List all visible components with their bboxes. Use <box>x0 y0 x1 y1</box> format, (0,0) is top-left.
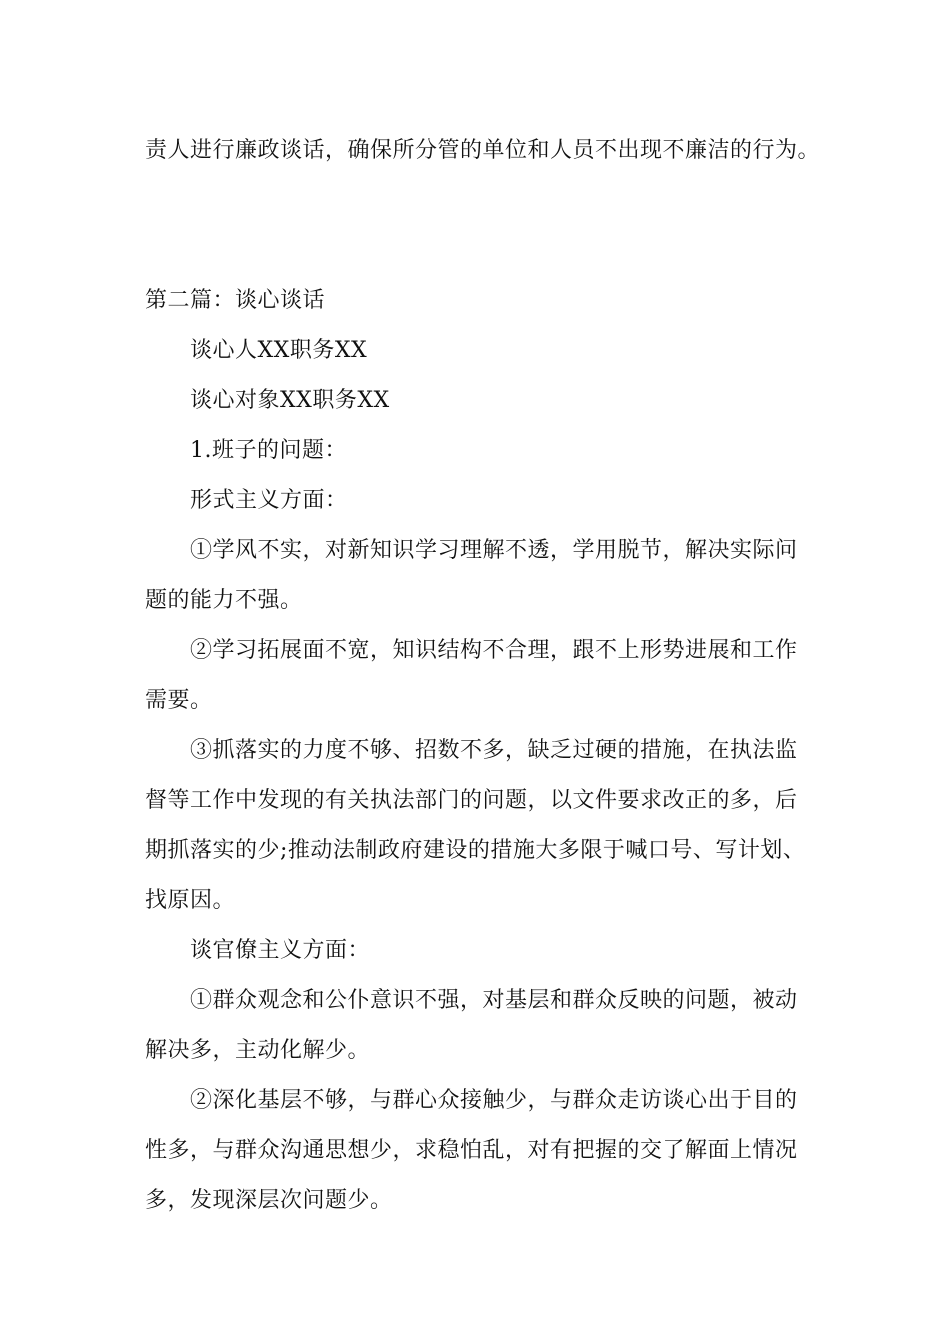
text-line: ①群众观念和公仆意识不强，对基层和群众反映的问题，被动 <box>190 988 798 1013</box>
text-line: 性多，与群众沟通思想少，求稳怕乱，对有把握的交了解面上情况 <box>145 1138 798 1163</box>
text-line: 期抓落实的少;推动法制政府建设的措施大多限于喊口号、写计划、 <box>145 838 806 863</box>
text-line: 找原因。 <box>145 888 236 913</box>
text-line: 多，发现深层次问题少。 <box>145 1188 393 1213</box>
text-line: 督等工作中发现的有关执法部门的问题，以文件要求改正的多，后 <box>145 788 798 813</box>
text-line: 谈官僚主义方面： <box>190 938 371 963</box>
text-line: 需要。 <box>145 688 213 713</box>
text-line: 谈心人XX职务XX <box>190 338 368 363</box>
text-line: 谈心对象XX职务XX <box>190 388 390 413</box>
text-line: ①学风不实，对新知识学习理解不透，学用脱节，解决实际问 <box>190 538 798 563</box>
text-line: 解决多，主动化解少。 <box>145 1038 371 1063</box>
text-line: 题的能力不强。 <box>145 588 303 613</box>
text-line: 责人进行廉政谈话，确保所分管的单位和人员不出现不廉洁的行为。 <box>145 138 821 163</box>
text-line: ③抓落实的力度不够、招数不多，缺乏过硬的措施，在执法监 <box>190 738 798 763</box>
text-line: ②学习拓展面不宽，知识结构不合理，跟不上形势进展和工作 <box>190 638 798 663</box>
section-heading: 第二篇：谈心谈话 <box>145 288 326 313</box>
text-line: 形式主义方面： <box>190 488 348 513</box>
text-line: ②深化基层不够，与群心众接触少，与群众走访谈心出于目的 <box>190 1088 798 1113</box>
text-line: 1.班子的问题： <box>190 438 347 463</box>
